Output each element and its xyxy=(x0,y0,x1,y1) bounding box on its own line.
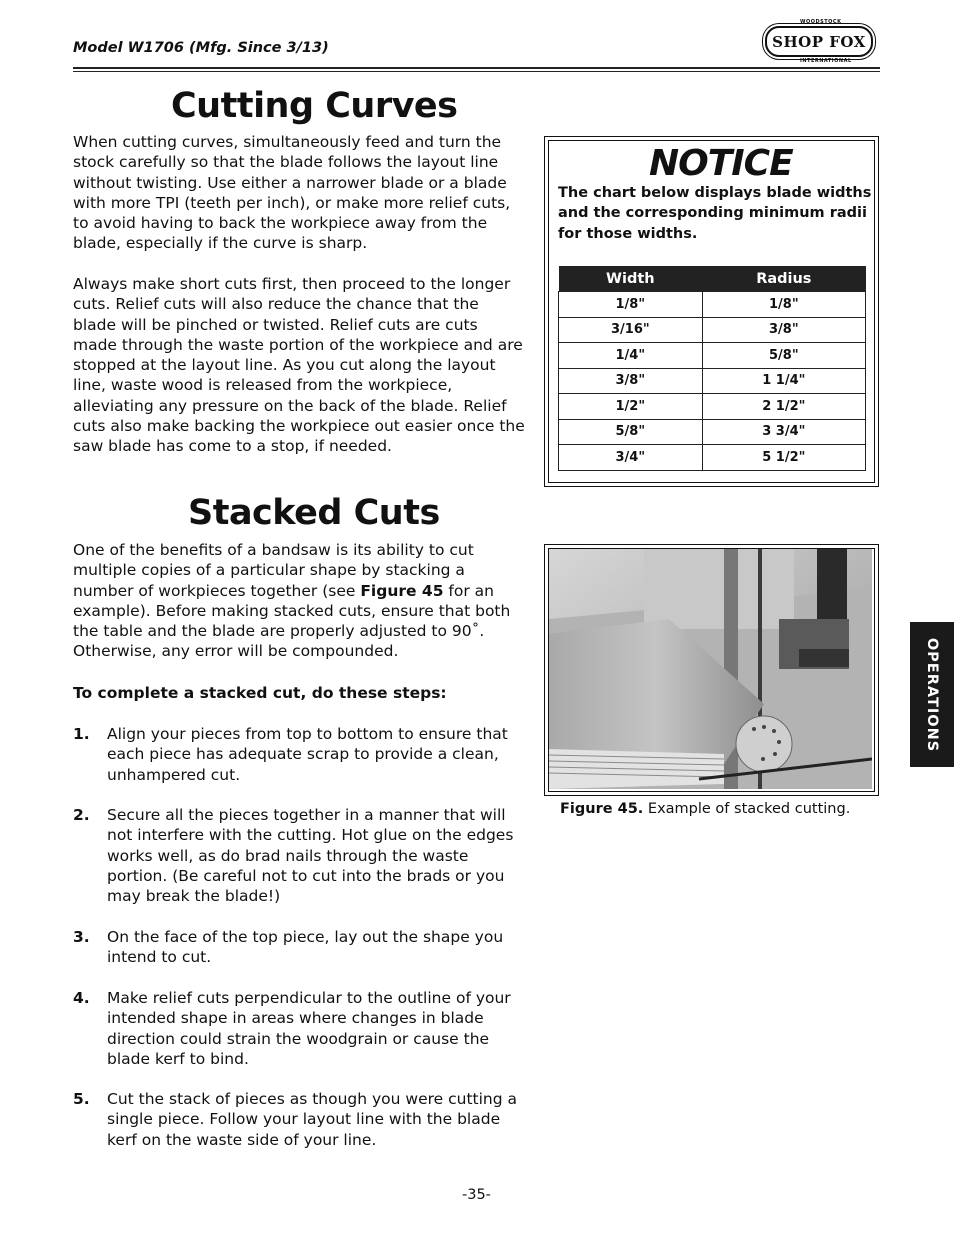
radius-cell: 1 1/4" xyxy=(702,368,865,394)
radius-cell: 3/8" xyxy=(702,317,865,343)
table-row xyxy=(559,445,866,471)
step-number: 2. xyxy=(73,806,90,824)
step-text: On the face of the top piece, lay out the shape you intend to cut. xyxy=(107,928,504,967)
radius-cell: 5 1/2" xyxy=(702,445,865,471)
width-cell: 1/8" xyxy=(559,292,703,318)
notice-text: The chart below displays blade widths and the corresponding minimum radii for those widths. xyxy=(558,185,872,242)
step-text: Secure all the pieces together in a manner that will not interfere with the cutting. Hot glue on the edges works well, as do brad nails through the waste portion. (Be careful not to cut into the brads or you may break the blade!) xyxy=(107,806,514,906)
table-header-width: Width xyxy=(559,266,703,292)
operations-side-tab xyxy=(910,622,954,767)
figure-reference: Figure 45 xyxy=(360,581,444,600)
step-number: 1. xyxy=(73,725,90,743)
table-row xyxy=(559,317,866,343)
section-title-cutting-curves: Cutting Curves xyxy=(171,86,458,126)
table-header-radius: Radius xyxy=(702,266,865,292)
header-rule-thin xyxy=(73,71,880,72)
radius-cell: 3 3/4" xyxy=(702,419,865,445)
radius-cell: 1/8" xyxy=(702,292,865,318)
step-number: 5. xyxy=(73,1090,90,1108)
page-number: -35- xyxy=(462,1187,491,1203)
cutting-curves-paragraph-2: Always make short cuts first, then proceed to the longer cuts. Relief cuts will also reduce the chance that the blade will be pinched or twisted. Relief cuts are cuts made through the waste portion of the workpiece and are stopped at the layout line. As you cut along the layout line, waste wood is released from the workpiece, alleviating any pressure on the back of the blade. Relief cuts also make backing the workpiece out easier once the saw blade has come to a stop, if needed. xyxy=(73,275,525,456)
step-text: Align your pieces from top to bottom to ensure that each piece has adequate scrap to provide a clean, unhampered cut. xyxy=(107,725,508,784)
step-number: 3. xyxy=(73,928,90,946)
stacked-cuts-paragraph xyxy=(73,540,525,662)
step-number: 4. xyxy=(73,989,90,1007)
radius-cell: 2 1/2" xyxy=(702,394,865,420)
header-rule xyxy=(73,67,880,69)
logo-top-text: WOODSTOCK xyxy=(800,19,842,25)
width-cell: 1/4" xyxy=(559,343,703,369)
cutting-curves-paragraph-1: When cutting curves, simultaneously feed and turn the stock carefully so that the blade follows the layout line without twisting. Use either a narrower blade or a blade with more TPI (teeth per inch), or make more relief cuts, to avoid having to back the workpiece away from the blade, especially if the curve is sharp. xyxy=(73,133,511,253)
section-title-stacked-cuts: Stacked Cuts xyxy=(188,493,440,533)
side-tab-label: OPERATIONS xyxy=(924,637,940,752)
table-row xyxy=(559,419,866,445)
table-row xyxy=(559,343,866,369)
table-row xyxy=(559,394,866,420)
stacked-cuts-text-b: for an example). Before making stacked cuts, ensure that both the table and the blade are properly adjusted to 90˚. Otherwise, any error will be compounded. xyxy=(73,581,511,661)
width-cell: 3/16" xyxy=(559,317,703,343)
radius-cell: 5/8" xyxy=(702,343,865,369)
stacked-cuts-text-a: One of the benefits of a bandsaw is its ability to cut multiple copies of a particular shape by stacking a number of workpieces together (see xyxy=(73,541,474,600)
blade-radius-table xyxy=(558,266,866,471)
steps-intro: To complete a stacked cut, do these steps: xyxy=(73,684,447,702)
width-cell: 5/8" xyxy=(559,419,703,445)
notice-title: NOTICE xyxy=(649,143,793,184)
width-cell: 3/8" xyxy=(559,368,703,394)
figure-label: Figure 45. xyxy=(560,801,644,817)
step-text: Make relief cuts perpendicular to the outline of your intended shape in areas where changes in blade direction could strain the woodgrain or cause the blade kerf to bind. xyxy=(107,989,511,1068)
logo-bottom-text: INTERNATIONAL xyxy=(800,58,852,64)
table-row xyxy=(559,368,866,394)
width-cell: 1/2" xyxy=(559,394,703,420)
shop-fox-logo: SHOP FOX xyxy=(765,26,873,57)
step-text: Cut the stack of pieces as though you were cutting a single piece. Follow your layout line with the blade kerf on the waste side of your line. xyxy=(107,1090,518,1149)
table-row xyxy=(559,292,866,318)
figure-caption xyxy=(560,801,850,817)
figure-caption-text: Example of stacked cutting. xyxy=(643,801,851,817)
width-cell: 3/4" xyxy=(559,445,703,471)
model-header: Model W1706 (Mfg. Since 3/13) xyxy=(73,40,329,56)
stacked-cutting-photo xyxy=(549,549,872,789)
